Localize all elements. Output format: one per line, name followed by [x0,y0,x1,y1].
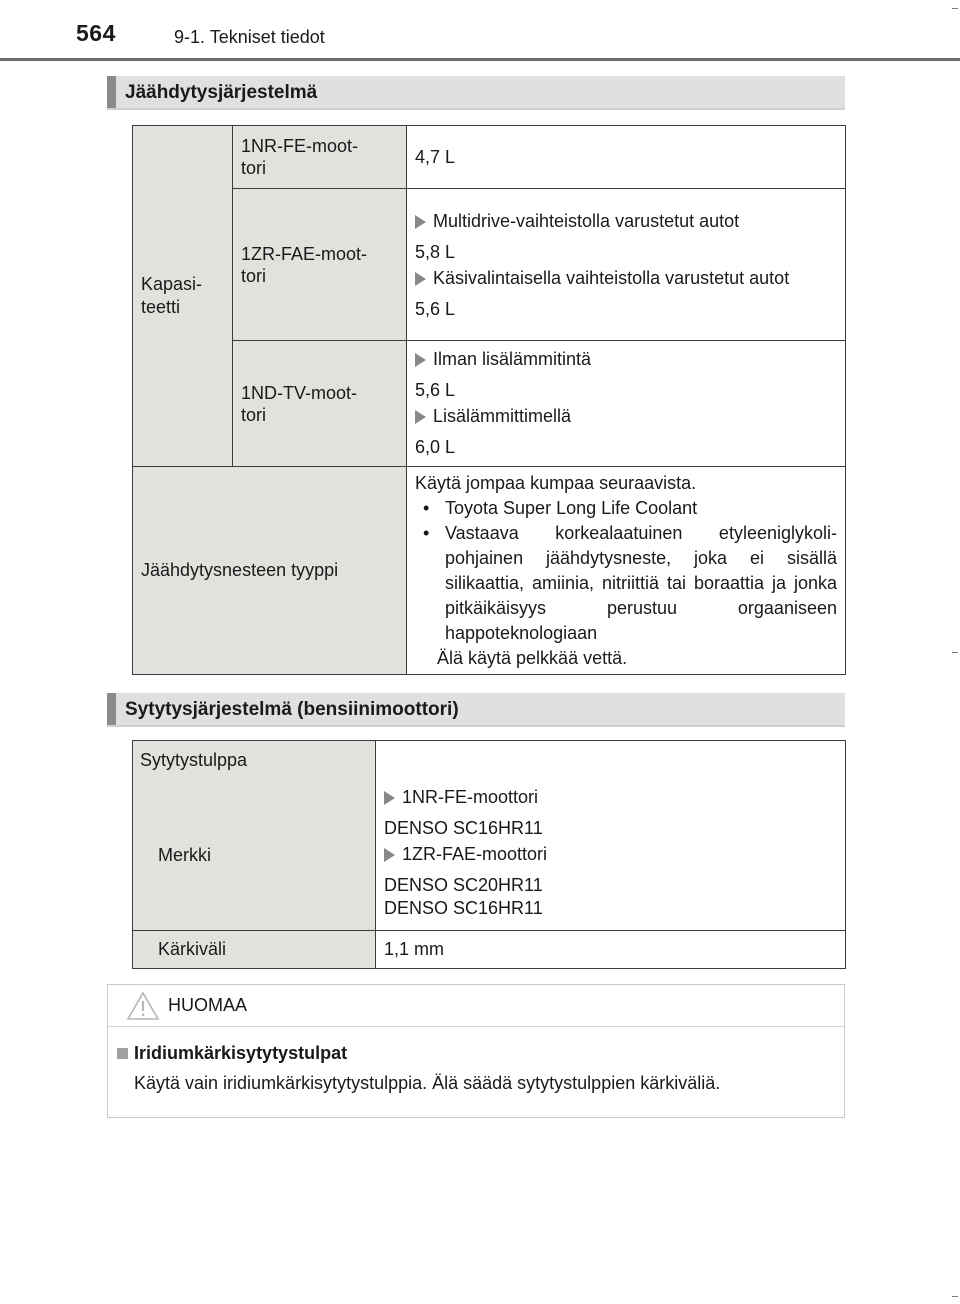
item-label: Ilman lisälämmitintä [433,349,592,369]
capacity-label: Kapasi- teetti [133,126,233,467]
engine-label: 1ZR-FAE-moot- tori [233,189,407,341]
gap-label: Kärkiväli [133,931,376,969]
table-row [133,741,846,931]
section-accent-bar [107,76,116,108]
gap-value: 1,1 mm [376,931,846,969]
coolant-type-label: Jäähdytysnesteen tyyppi [133,467,407,675]
section-accent-bar [107,693,116,725]
item-label: Käsivalintaisella vaihteistolla varustetut autot [433,268,790,288]
ignition-table [132,740,846,969]
notice-title: Iridiumkärkisytytystulpat [134,1043,348,1063]
notice-header [108,985,844,1027]
notice-title-row [117,1043,347,1064]
capacity-value: 4,7 L [407,126,846,189]
arrow-bullet-icon [384,791,395,805]
list-item [384,843,837,866]
arrow-bullet-icon [415,272,426,286]
notice-text: Käytä vain iridiumkärkisytytystulppia. Älä säädä sytytystulppien kärkiväliä. [134,1073,721,1093]
item-value: 6,0 L [415,437,456,457]
arrow-bullet-icon [415,215,426,229]
crop-mark [952,1296,958,1297]
coolant-intro: Käytä jompaa kumpaa seuraavista. [415,472,697,493]
section-ignition-heading [107,693,845,727]
list-item [415,521,837,646]
list-item [384,786,837,809]
coolant-option: Toyota Super Long Life Coolant [445,497,698,518]
arrow-bullet-icon [384,848,395,862]
coolant-note: Älä käytä pelkkää vettä. [437,647,628,668]
list-item [415,496,837,521]
item-label: 1NR-FE-moottori [402,787,539,807]
engine-label: 1NR-FE-moot- tori [233,126,407,189]
item-value: 5,8 L [415,242,456,262]
item-label: 1ZR-FAE-moottori [402,844,548,864]
crop-mark [952,652,958,653]
item-label: Multidrive-vaihteistolla varustetut autot [433,211,740,231]
item-value: 5,6 L [415,299,456,319]
coolant-option: Vastaava korkealaatuinen etyleeniglykoli-pohjainen jäähdytysneste, joka ei sisällä silikaattia, amiinia, nitriittiä tai boraattia ja jonka pitkäikäisyys perustuu orgaaniseen happoteknologiaan [445,522,837,643]
table-row [133,467,846,675]
table-row [133,931,846,969]
coolant-type-cell [407,467,846,675]
cooling-table [132,125,846,675]
table-row [133,341,846,467]
crop-mark [952,8,958,9]
notice-header-label: HUOMAA [168,995,248,1015]
arrow-bullet-icon [415,410,426,424]
item-value: DENSO SC20HR11 DENSO SC16HR11 [384,875,543,918]
bullet-icon: • [423,522,430,543]
table-row [133,189,846,341]
brand-label: Merkki [158,845,211,865]
list-item [415,210,837,233]
capacity-cell [407,189,846,341]
list-item [415,405,837,428]
capacity-cell [407,341,846,467]
spark-plug-cell [133,741,376,931]
list-item [415,267,837,290]
engine-label: 1ND-TV-moot- tori [233,341,407,467]
section-title: Sytytysjärjestelmä (bensiinimoottori) [125,699,459,720]
arrow-bullet-icon [415,353,426,367]
chapter-title: 9-1. Tekniset tiedot [174,27,325,47]
notice-box [107,984,845,1118]
warning-icon [126,991,160,1021]
header-rule [0,58,960,61]
section-title: Jäähdytysjärjestelmä [125,82,318,103]
item-value: 5,6 L [415,380,456,400]
table-row [133,126,846,189]
brand-cell [376,741,846,931]
bullet-icon: • [423,497,430,518]
page-number: 564 [76,20,116,46]
square-bullet-icon [117,1048,128,1059]
list-item [415,348,837,371]
item-value: DENSO SC16HR11 [384,818,543,838]
spark-plug-label: Sytytystulppa [140,750,248,770]
item-label: Lisälämmittimellä [433,406,572,426]
section-cooling-heading [107,76,845,110]
